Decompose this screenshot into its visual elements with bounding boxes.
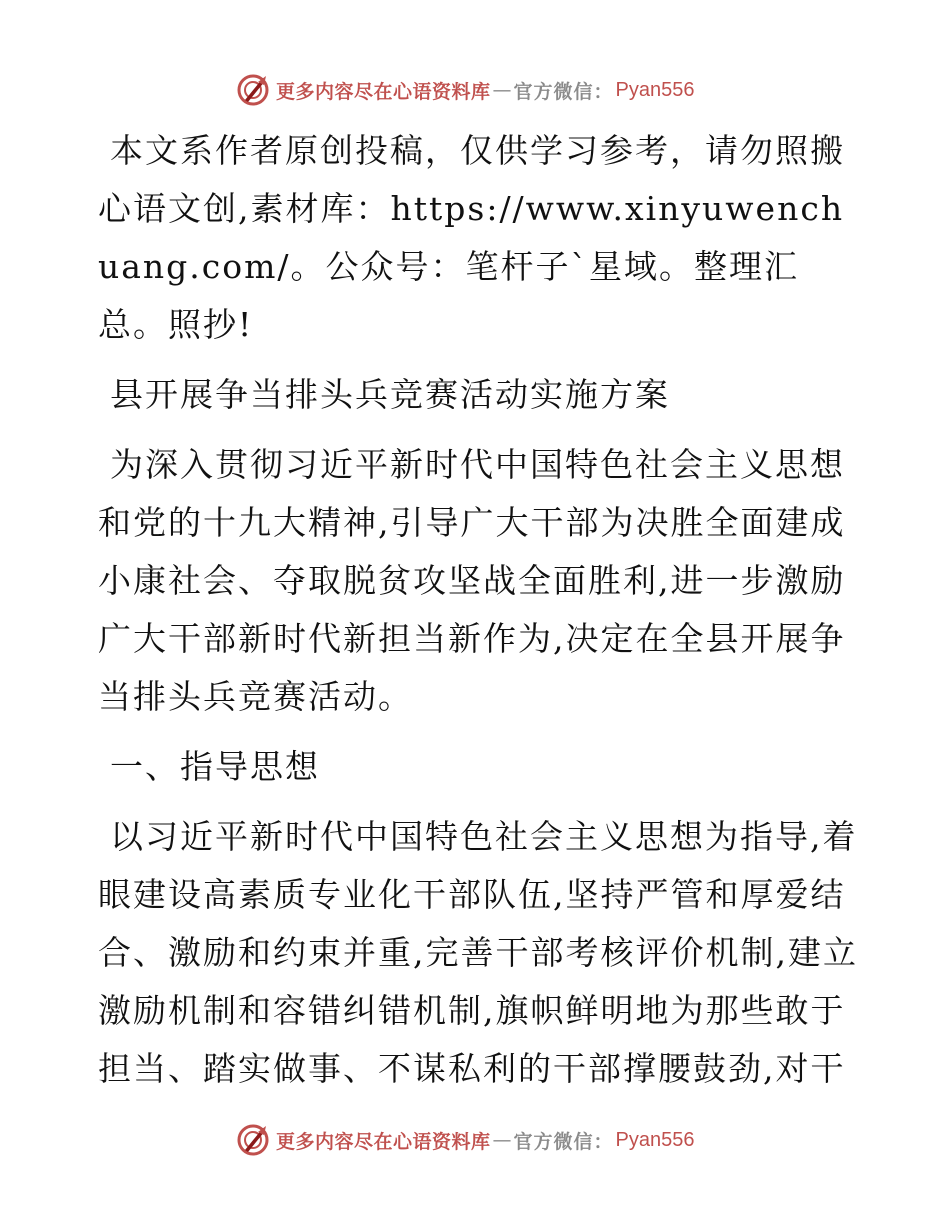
header-watermark	[236, 72, 716, 108]
document-body	[98, 122, 858, 1098]
watermark-brand-text: 更多内容尽在心语资料库	[276, 80, 491, 103]
intro-paragraph	[98, 436, 858, 726]
footer-watermark	[236, 1122, 716, 1158]
section-paragraph	[98, 808, 858, 1098]
watermark-official-label: 官方微信：	[513, 80, 614, 103]
section-heading	[98, 738, 858, 796]
watermark-brand-text: 更多内容尽在心语资料库	[276, 1130, 491, 1153]
watermark-wechat-id: Pyan556	[615, 78, 695, 101]
quill-pen-logo-icon	[236, 73, 270, 107]
document-title-text: 县开展争当排头兵竞赛活动实施方案	[110, 375, 670, 414]
section-paragraph-text: 以习近平新时代中国特色社会主义思想为指导,着眼建设高素质专业化干部队伍,坚持严管和厚爱结合、激励和约束并重,完善干部考核评价机制,建立激励机制和容错纠错机制,旗帜鲜明地为那些敢于担当、踏实做事、不谋私利的干部撑腰鼓劲,对干	[98, 817, 858, 1088]
copyright-notice	[98, 122, 858, 354]
watermark-wechat-id: Pyan556	[615, 1128, 695, 1151]
copyright-notice-text: 本文系作者原创投稿，仅供学习参考，请勿照搬心语文创,素材库：https://www.xinyuwenchuang.com/。公众号：笔杆子`星域。整理汇总。照抄!	[98, 131, 845, 344]
watermark-official-label: 官方微信：	[513, 1130, 614, 1153]
watermark-dash: —	[492, 1129, 512, 1151]
document-title	[98, 366, 858, 424]
watermark-dash: —	[492, 79, 512, 101]
intro-paragraph-text: 为深入贯彻习近平新时代中国特色社会主义思想和党的十九大精神,引导广大干部为决胜全面建成小康社会、夺取脱贫攻坚战全面胜利,进一步激励广大干部新时代新担当新作为,决定在全县开展争当排头兵竞赛活动。	[98, 445, 846, 716]
section-heading-text: 一、指导思想	[110, 747, 320, 786]
quill-pen-logo-icon	[236, 1123, 270, 1157]
